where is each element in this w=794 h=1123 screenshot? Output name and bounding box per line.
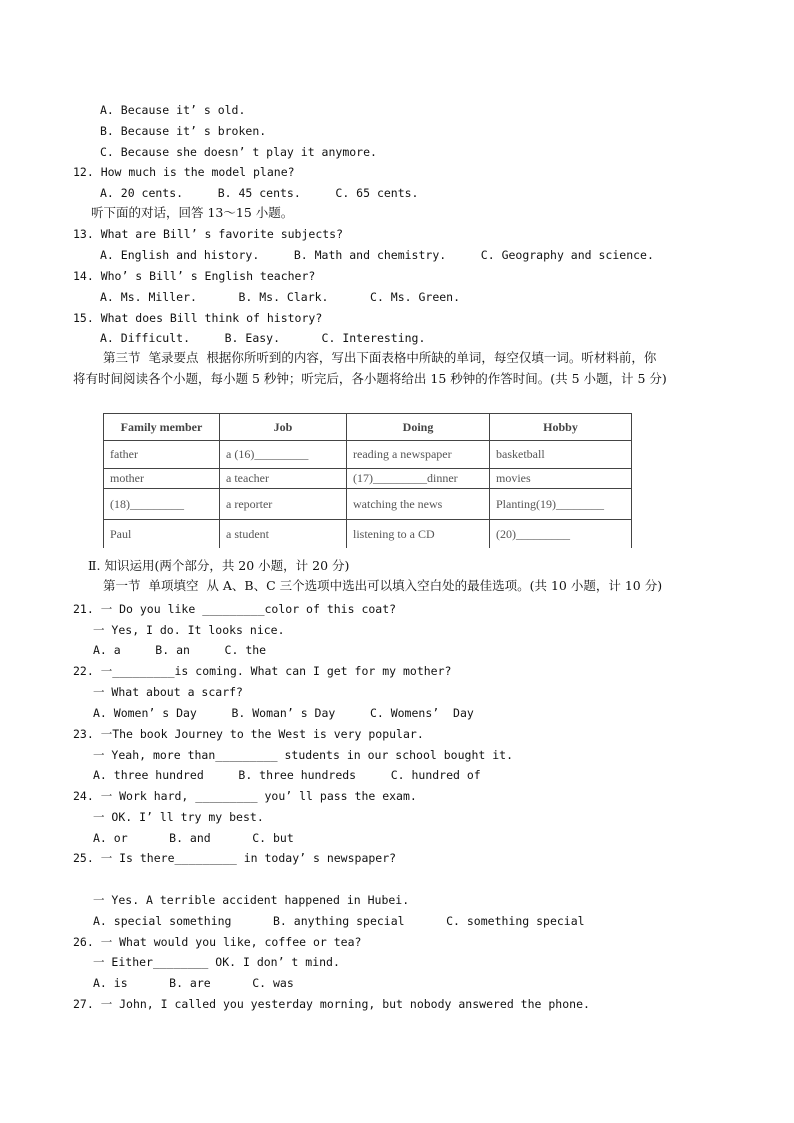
table-row bbox=[104, 489, 632, 520]
table-cell: movies bbox=[490, 469, 632, 489]
table-cell: (17)_________dinner bbox=[347, 469, 490, 489]
q23-question: 23. 一The book Journey to the West is very popular. bbox=[73, 727, 424, 741]
q22-options: A. Women’ s Day B. Woman’ s Day C. Womens’ Day bbox=[93, 706, 474, 720]
family-table bbox=[103, 413, 632, 548]
q12-options: A. 20 cents. B. 45 cents. C. 65 cents. bbox=[100, 186, 419, 200]
table-cell: a reporter bbox=[220, 489, 347, 520]
q13-options: A. English and history. B. Math and chemistry. C. Geography and science. bbox=[100, 248, 654, 262]
table-cell: watching the news bbox=[347, 489, 490, 520]
section-13-15-instruction: 听下面的对话，回答 13～15 小题。 bbox=[91, 205, 294, 220]
q15-options: A. Difficult. B. Easy. C. Interesting. bbox=[100, 331, 426, 345]
table-cell: (18)_________ bbox=[104, 489, 220, 520]
q24-answer: 一 OK. I’ ll try my best. bbox=[93, 810, 264, 824]
table-cell: a (16)_________ bbox=[220, 441, 347, 469]
q24-options: A. or B. and C. but bbox=[93, 831, 294, 845]
q23-options: A. three hundred B. three hundreds C. hundred of bbox=[93, 768, 481, 782]
table-header: Doing bbox=[347, 414, 490, 441]
q14-question: 14. Who’ s Bill’ s English teacher? bbox=[73, 269, 316, 283]
q15-question: 15. What does Bill think of history? bbox=[73, 311, 323, 325]
table-header-row bbox=[104, 414, 632, 441]
q26-options: A. is B. are C. was bbox=[93, 976, 294, 990]
table-cell: Planting(19)________ bbox=[490, 489, 632, 520]
table-cell: listening to a CD bbox=[347, 520, 490, 549]
q23-answer: 一 Yeah, more than_________ students in our school bought it. bbox=[93, 748, 513, 762]
table-cell: father bbox=[104, 441, 220, 469]
q22-question: 22. 一_________is coming. What can I get for my mother? bbox=[73, 664, 452, 678]
table-row bbox=[104, 469, 632, 489]
table-header: Family member bbox=[104, 414, 220, 441]
table-header: Job bbox=[220, 414, 347, 441]
table-cell: basketball bbox=[490, 441, 632, 469]
q11-option-c: C. Because she doesn’ t play it anymore. bbox=[100, 145, 377, 159]
q11-option-b: B. Because it’ s broken. bbox=[100, 124, 267, 138]
part2-section1-instruction: 第一节 单项填空 从 A、B、C 三个选项中选出可以填入空白处的最佳选项。(共 10 小题，计 10 分) bbox=[103, 578, 663, 593]
table-cell: (20)_________ bbox=[490, 520, 632, 549]
table-cell: reading a newspaper bbox=[347, 441, 490, 469]
q26-question: 26. 一 What would you like, coffee or tea? bbox=[73, 935, 362, 949]
q14-options: A. Ms. Miller. B. Ms. Clark. C. Ms. Green. bbox=[100, 290, 461, 304]
q24-question: 24. 一 Work hard, _________ you’ ll pass the exam. bbox=[73, 789, 417, 803]
table-row bbox=[104, 520, 632, 549]
table-cell: a teacher bbox=[220, 469, 347, 489]
table-cell: a student bbox=[220, 520, 347, 549]
q13-question: 13. What are Bill’ s favorite subjects? bbox=[73, 227, 344, 241]
table-cell: Paul bbox=[104, 520, 220, 549]
table-header: Hobby bbox=[490, 414, 632, 441]
q25-question: 25. 一 Is there_________ in today’ s newspaper? bbox=[73, 851, 397, 865]
part2-title: Ⅱ. 知识运用(两个部分，共 20 小题，计 20 分) bbox=[88, 558, 350, 573]
q21-question: 21. 一 Do you like _________color of this coat? bbox=[73, 602, 397, 616]
q25-answer: 一 Yes. A terrible accident happened in Hubei. bbox=[93, 893, 410, 907]
part3-instruction-line1: 第三节 笔录要点 根据你所听到的内容，写出下面表格中所缺的单词，每空仅填一词。听材料前，你 bbox=[103, 350, 657, 365]
table-cell: mother bbox=[104, 469, 220, 489]
q11-option-a: A. Because it’ s old. bbox=[100, 103, 246, 117]
q26-answer: 一 Either________ OK. I don’ t mind. bbox=[93, 955, 340, 969]
q21-answer: 一 Yes, I do. It looks nice. bbox=[93, 623, 285, 637]
q12-question: 12. How much is the model plane? bbox=[73, 165, 295, 179]
q21-options: A. a B. an C. the bbox=[93, 643, 267, 657]
q25-options: A. special something B. anything special C. something special bbox=[93, 914, 585, 928]
table-row bbox=[104, 441, 632, 469]
q27-question: 27. 一 John, I called you yesterday morning, but nobody answered the phone. bbox=[73, 997, 590, 1011]
q22-answer: 一 What about a scarf? bbox=[93, 685, 243, 699]
part3-instruction-line2: 将有时间阅读各个小题，每小题 5 秒钟；听完后，各小题将给出 15 秒钟的作答时间。(共 5 小题，计 5 分) bbox=[73, 371, 667, 386]
